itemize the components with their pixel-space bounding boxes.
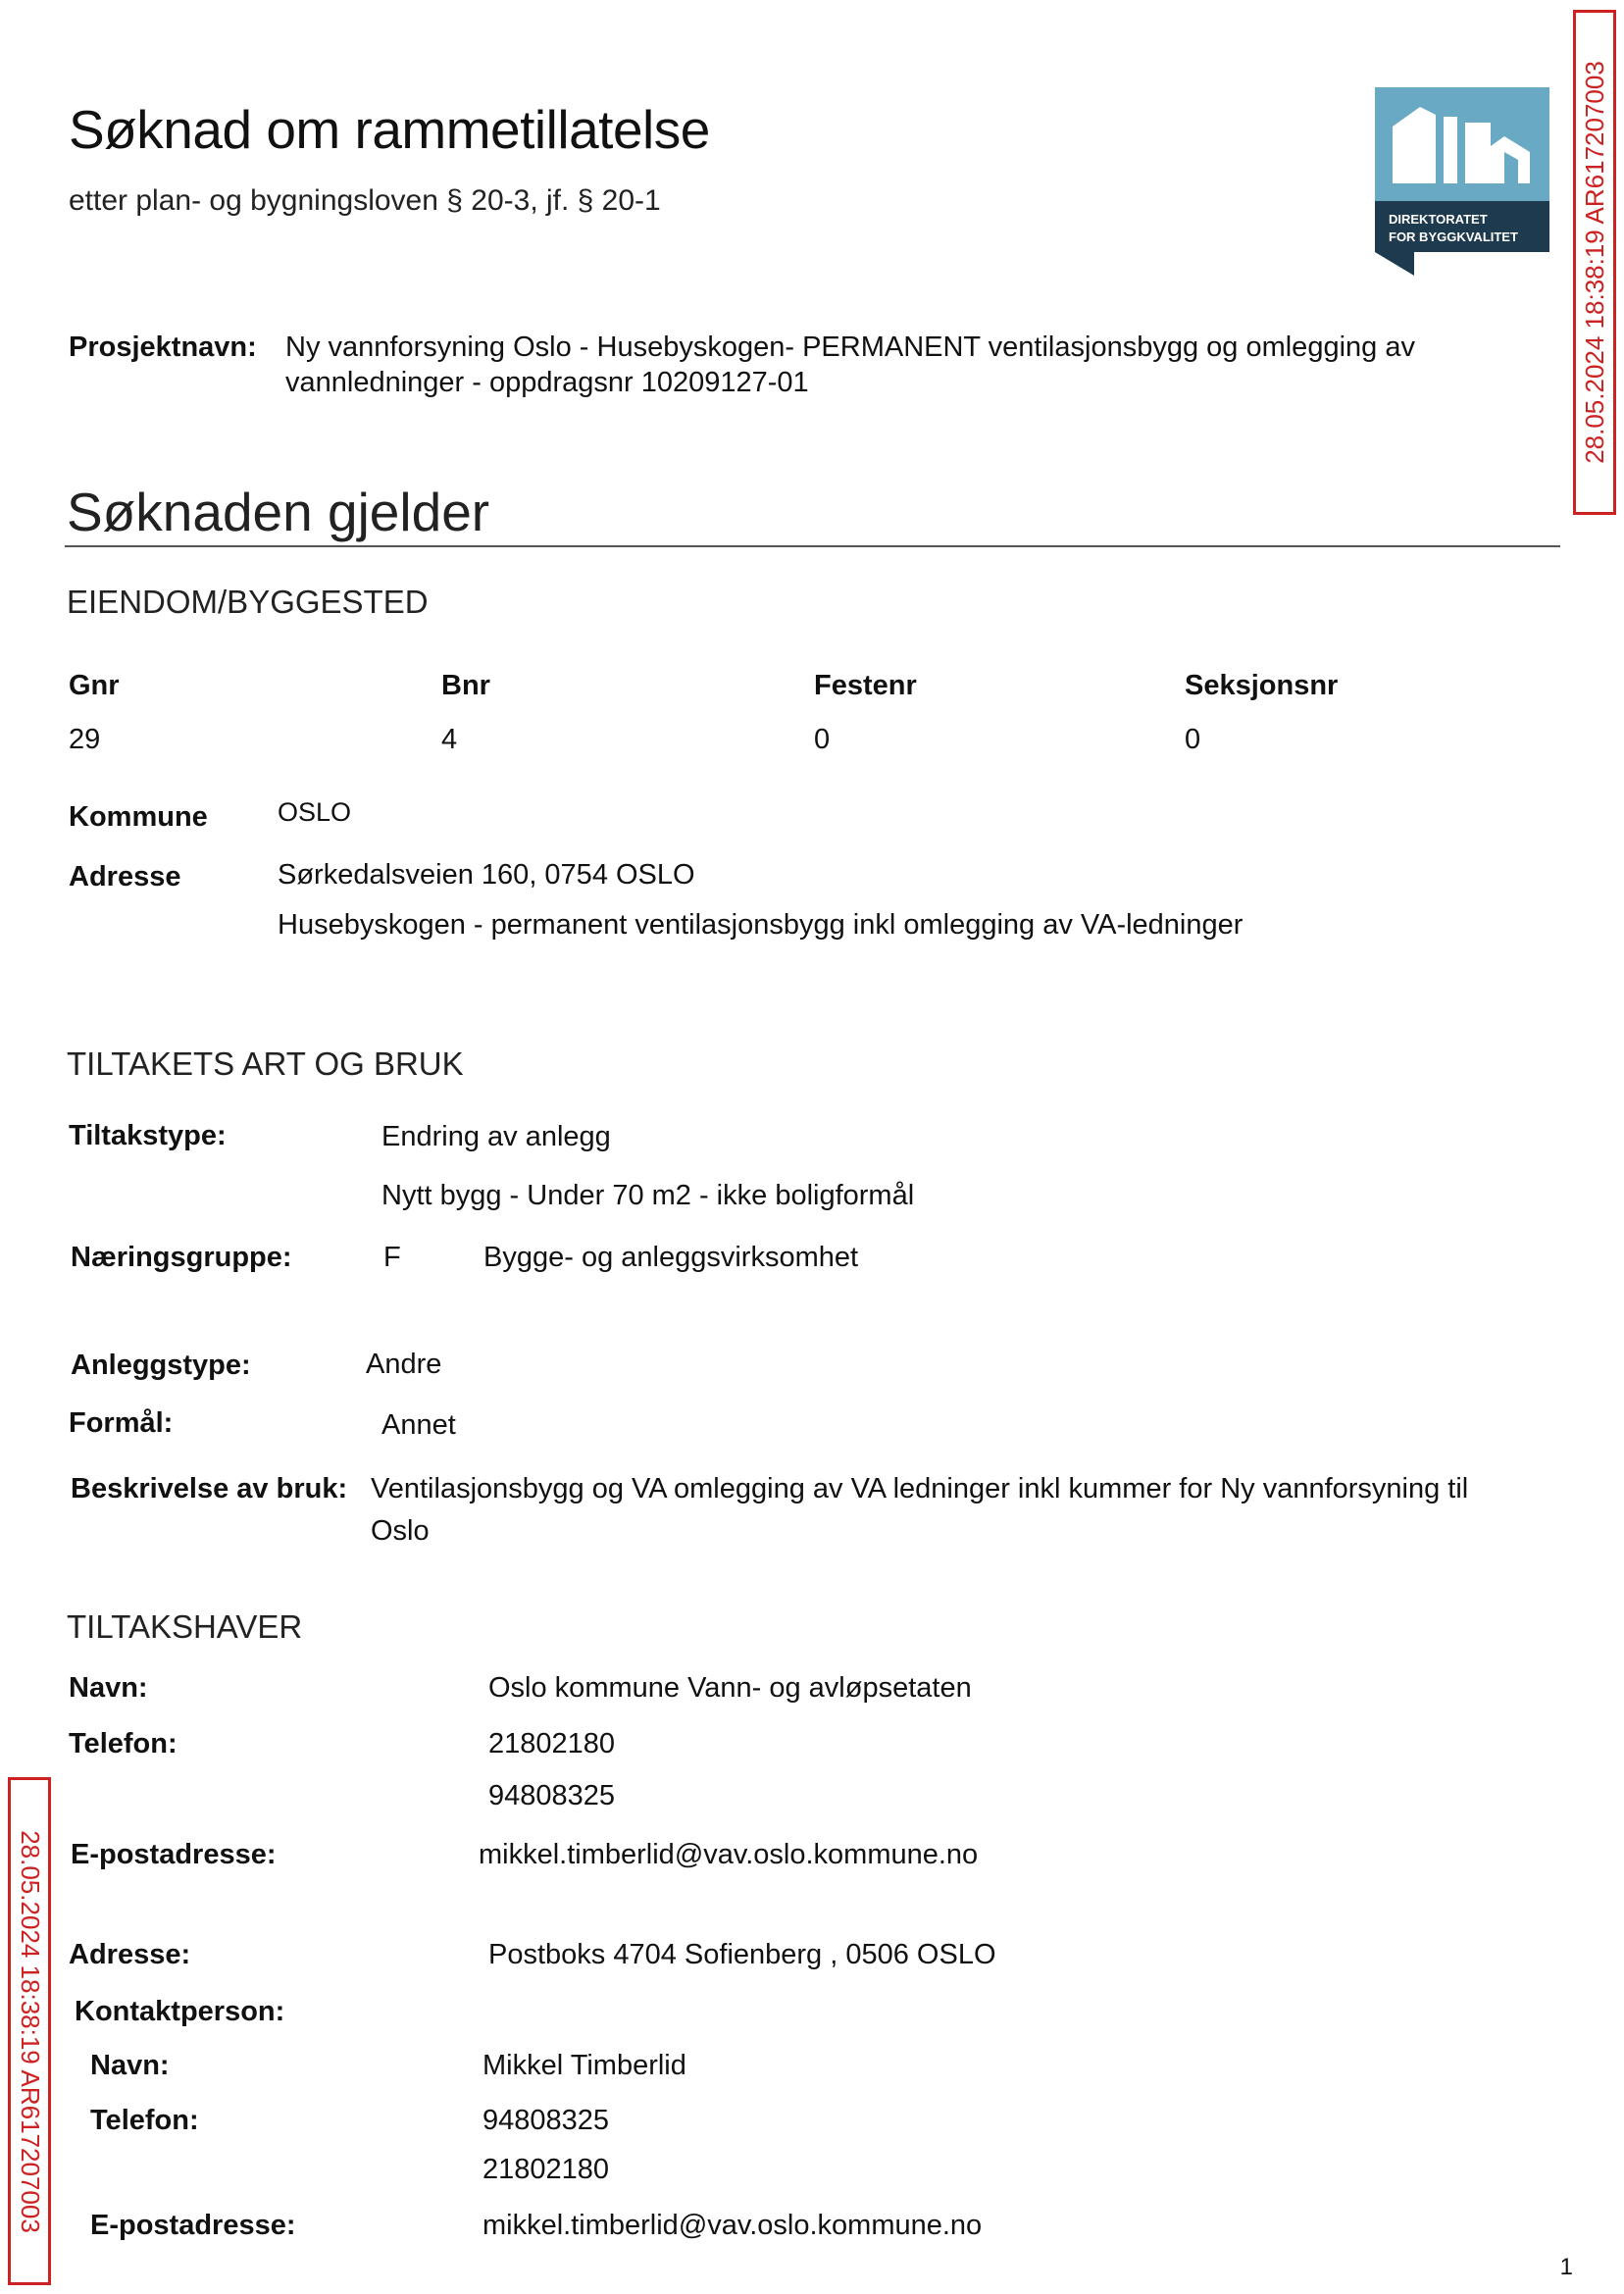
tiltakshaver-adresse-label: Adresse:	[69, 1939, 191, 1970]
tiltakstype-label: Tiltakstype:	[69, 1120, 227, 1151]
anleggstype-value: Andre	[366, 1349, 442, 1380]
document-subtitle: etter plan- og bygningsloven § 20-3, jf. § 20-1	[69, 184, 661, 217]
project-name-line2: vannledninger - oppdragsnr 10209127-01	[285, 367, 809, 398]
adresse-line2: Husebyskogen - permanent ventilasjonsbygg inkl omlegging av VA-ledninger	[278, 909, 1243, 941]
section-divider	[65, 545, 1560, 547]
tiltakstype-value-1: Endring av anlegg	[381, 1121, 611, 1152]
tiltakshaver-telefon-label: Telefon:	[69, 1728, 178, 1759]
beskrivelse-line1: Ventilasjonsbygg og VA omlegging av VA ledninger inkl kummer for Ny vannforsyning til	[371, 1473, 1469, 1504]
naeringsgruppe-label: Næringsgruppe:	[71, 1242, 292, 1273]
section-title: Søknaden gjelder	[67, 482, 490, 542]
column-bnr: Bnr	[441, 670, 490, 701]
kontakt-epost-value: mikkel.timberlid@vav.oslo.kommune.no	[482, 2210, 983, 2241]
adresse-label: Adresse	[69, 861, 181, 892]
tiltakshaver-epost-label: E-postadresse:	[71, 1839, 277, 1870]
anleggstype-label: Anleggstype:	[71, 1350, 251, 1381]
tiltakshaver-telefon-1: 21802180	[488, 1728, 616, 1759]
value-bnr: 4	[441, 724, 458, 755]
kontakt-telefon-1: 94808325	[482, 2105, 610, 2136]
beskrivelse-line2: Oslo	[371, 1515, 430, 1547]
kontakt-epost-label: E-postadresse:	[90, 2210, 296, 2241]
tiltakshaver-telefon-2: 94808325	[488, 1780, 616, 1811]
timestamp-stamp-side: 28.05.2024 18:38:19 AR617207003	[8, 1777, 51, 2285]
naeringsgruppe-value: Bygge- og anleggsvirksomhet	[483, 1242, 859, 1273]
svg-text:FOR BYGGKVALITET: FOR BYGGKVALITET	[1389, 229, 1518, 244]
document-title: Søknad om rammetillatelse	[69, 99, 710, 160]
timestamp-stamp-top: 28.05.2024 18:38:19 AR617207003	[1573, 10, 1616, 515]
value-gnr: 29	[69, 724, 101, 755]
column-gnr: Gnr	[69, 670, 120, 701]
dibk-logo-graphic	[1375, 87, 1549, 276]
tiltakshaver-navn-label: Navn:	[69, 1672, 148, 1704]
page-number: 1	[1559, 2254, 1573, 2280]
project-name-line1: Ny vannforsyning Oslo - Husebyskogen- PERMANENT ventilasjonsbygg og omlegging av	[285, 331, 1415, 363]
tiltakshaver-adresse-value: Postboks 4704 Sofienberg , 0506 OSLO	[488, 1939, 996, 1970]
value-seksjonsnr: 0	[1185, 724, 1201, 755]
formal-value: Annet	[381, 1409, 456, 1441]
tiltakstype-value-2: Nytt bygg - Under 70 m2 - ikke boligformål	[381, 1180, 915, 1211]
kontakt-navn-label: Navn:	[90, 2050, 170, 2081]
kontakt-navn-value: Mikkel Timberlid	[482, 2050, 686, 2081]
svg-text:DIREKTORATET: DIREKTORATET	[1389, 212, 1488, 227]
column-festenr: Festenr	[814, 670, 917, 701]
heading-eiendom: EIENDOM/BYGGESTED	[67, 584, 429, 620]
project-label: Prosjektnavn:	[69, 331, 257, 363]
heading-tiltak: TILTAKETS ART OG BRUK	[67, 1045, 464, 1082]
heading-tiltakshaver: TILTAKSHAVER	[67, 1608, 303, 1645]
tiltakshaver-epost-value: mikkel.timberlid@vav.oslo.kommune.no	[479, 1839, 979, 1870]
dibk-logo	[1375, 87, 1549, 276]
kommune-label: Kommune	[69, 801, 208, 833]
beskrivelse-label: Beskrivelse av bruk:	[71, 1473, 348, 1504]
kontakt-telefon-label: Telefon:	[90, 2105, 199, 2136]
adresse-line1: Sørkedalsveien 160, 0754 OSLO	[278, 859, 695, 891]
kontaktperson-label: Kontaktperson:	[75, 1996, 285, 2027]
column-seksjonsnr: Seksjonsnr	[1185, 670, 1339, 701]
kommune-value: OSLO	[278, 797, 352, 827]
tiltakshaver-navn-value: Oslo kommune Vann- og avløpsetaten	[488, 1672, 972, 1704]
kontakt-telefon-2: 21802180	[482, 2154, 610, 2185]
naeringsgruppe-code: F	[383, 1242, 401, 1273]
formal-label: Formål:	[69, 1407, 174, 1439]
value-festenr: 0	[814, 724, 831, 755]
